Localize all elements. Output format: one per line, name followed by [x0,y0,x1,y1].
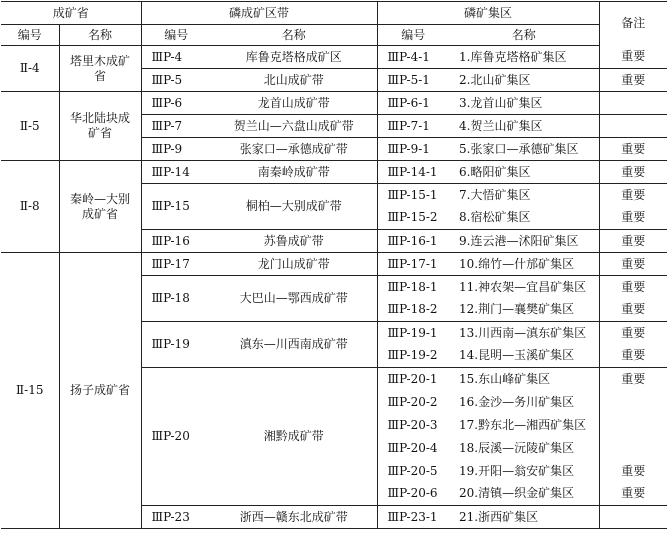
cluster-code: ⅢP-18-1 [377,276,449,299]
cluster-note [599,506,667,529]
cluster-note: 重要 [621,49,646,64]
cluster-note: 重要 [599,138,667,161]
belt-code: ⅢP-15 [141,184,211,230]
header-province-code: 编号 [1,25,59,46]
belt-name: 北山成矿带 [211,69,377,92]
cluster-code: ⅢP-17-1 [377,253,449,276]
province-name: 扬子成矿省 [59,253,141,529]
cluster-note: 重要 [599,322,667,345]
cluster-code: ⅢP-4-1 [387,49,430,64]
cluster-code: ⅢP-18-2 [387,302,438,317]
cluster-note [599,437,667,460]
belt-code: ⅢP-5 [141,69,211,92]
cluster-name: 16.金沙—务川矿集区 [449,391,599,414]
table-body [1,46,667,529]
cluster-note: 重要 [621,210,646,225]
cluster-note: 重要 [599,368,667,391]
cluster-name: 17.黔东北—湘西矿集区 [449,414,599,437]
cluster-name: 10.绵竹—什邡矿集区 [449,253,599,276]
cluster-name: 21.浙西矿集区 [449,506,599,529]
table-row [1,92,667,115]
cluster-note: 重要 [599,161,667,184]
cluster-code: ⅢP-20-3 [387,417,438,432]
phosphate-ore-table [1,1,667,529]
cluster-name: 9.连云港—沭阳矿集区 [449,230,599,253]
belt-name: 浙西—赣东北成矿带 [211,506,377,529]
cluster-name: 12.荆门—襄樊矿集区 [449,299,599,322]
cluster-name: 3.龙首山矿集区 [449,92,599,115]
cluster-note [599,391,667,414]
belt-name: 湘黔成矿带 [211,368,377,506]
cluster-name: 6.略阳矿集区 [449,161,599,184]
cluster-code: ⅢP-20-4 [387,440,438,455]
header-note: 备注 [599,2,667,46]
table-row [1,161,667,184]
belt-code: ⅢP-23 [141,506,211,529]
cluster-name: 20.清镇—织金矿集区 [449,483,599,506]
header-belt-code: 编号 [141,25,211,46]
cluster-code: ⅢP-20-1 [377,368,449,391]
cluster-code: ⅢP-20-2 [387,394,438,409]
table-row [1,46,667,69]
cluster-name: 18.辰溪—沅陵矿集区 [449,437,599,460]
cluster-code: ⅢP-19-2 [387,348,438,363]
cluster-code: ⅢP-7-1 [377,115,449,138]
cluster-code: ⅢP-6-1 [377,92,449,115]
province-name: 华北陆块成矿省 [59,92,141,161]
cluster-code: ⅢP-14-1 [377,161,449,184]
cluster-name: 11.神农架—宜昌矿集区 [449,276,599,299]
belt-name: 苏鲁成矿带 [211,230,377,253]
belt-code: ⅢP-20 [141,368,211,506]
belt-name: 大巴山—鄂西成矿带 [211,276,377,322]
header-province-group: 成矿省 [1,2,141,25]
cluster-name: 4.贺兰山矿集区 [449,115,599,138]
cluster-note [599,414,667,437]
belt-name: 龙门山成矿带 [211,253,377,276]
cluster-code: ⅢP-20-6 [387,486,438,501]
belt-code: ⅢP-19 [141,322,211,368]
header-belt-group: 磷成矿区带 [141,2,377,25]
cluster-note: 重要 [621,348,646,363]
belt-name: 滇东—川西南成矿带 [211,322,377,368]
belt-name: 龙首山成矿带 [211,92,377,115]
province-code: Ⅱ-8 [1,161,59,253]
header-province-name: 名称 [59,25,141,46]
cluster-name: 1.库鲁克塔格矿集区 [449,46,599,69]
cluster-name: 7.大悟矿集区 [449,184,599,207]
cluster-code: ⅢP-15-1 [377,184,449,207]
cluster-code: ⅢP-9-1 [377,138,449,161]
cluster-note: 重要 [621,486,646,501]
cluster-note: 重要 [599,184,667,207]
cluster-note [599,92,667,115]
cluster-note: 重要 [599,230,667,253]
belt-name: 张家口—承德成矿带 [211,138,377,161]
cluster-name: 19.开阳—翁安矿集区 [449,460,599,483]
province-code: Ⅱ-4 [1,46,59,92]
cluster-name: 13.川西南—滇东矿集区 [449,322,599,345]
belt-name: 桐柏—大别成矿带 [211,184,377,230]
cluster-note: 重要 [599,276,667,299]
belt-code: ⅢP-4 [151,49,183,64]
cluster-note: 重要 [621,302,646,317]
cluster-name: 14.昆明—玉溪矿集区 [449,345,599,368]
belt-code: ⅢP-14 [141,161,211,184]
cluster-code: ⅢP-5-1 [377,69,449,92]
belt-code: ⅢP-6 [141,92,211,115]
header-cluster-code: 编号 [377,25,449,46]
cluster-name: 2.北山矿集区 [449,69,599,92]
belt-code: ⅢP-16 [141,230,211,253]
cluster-note [599,115,667,138]
cluster-name: 5.张家口—承德矿集区 [449,138,599,161]
belt-name: 南秦岭成矿带 [211,161,377,184]
belt-code: ⅢP-7 [141,115,211,138]
cluster-code: ⅢP-19-1 [377,322,449,345]
belt-code: ⅢP-18 [141,276,211,322]
province-code: Ⅱ-5 [1,92,59,161]
province-name: 秦岭—大别成矿省 [59,161,141,253]
cluster-name: 15.东山峰矿集区 [449,368,599,391]
cluster-code: ⅢP-23-1 [377,506,449,529]
header-cluster-group: 磷矿集区 [377,2,599,25]
belt-name: 贺兰山—六盘山成矿带 [211,115,377,138]
header-cluster-name: 名称 [449,25,599,46]
cluster-code: ⅢP-15-2 [387,210,438,225]
province-name: 塔里木成矿省 [59,46,141,92]
table-row [1,253,667,276]
cluster-note: 重要 [599,69,667,92]
belt-code: ⅢP-17 [141,253,211,276]
cluster-code: ⅢP-16-1 [377,230,449,253]
cluster-name: 8.宿松矿集区 [449,207,599,230]
belt-code: ⅢP-9 [141,138,211,161]
cluster-note: 重要 [599,253,667,276]
belt-name: 库鲁克塔格成矿区 [211,46,377,69]
cluster-code: ⅢP-20-5 [387,463,438,478]
cluster-note: 重要 [621,463,646,478]
province-code: Ⅱ-15 [1,253,59,529]
header-belt-name: 名称 [211,25,377,46]
